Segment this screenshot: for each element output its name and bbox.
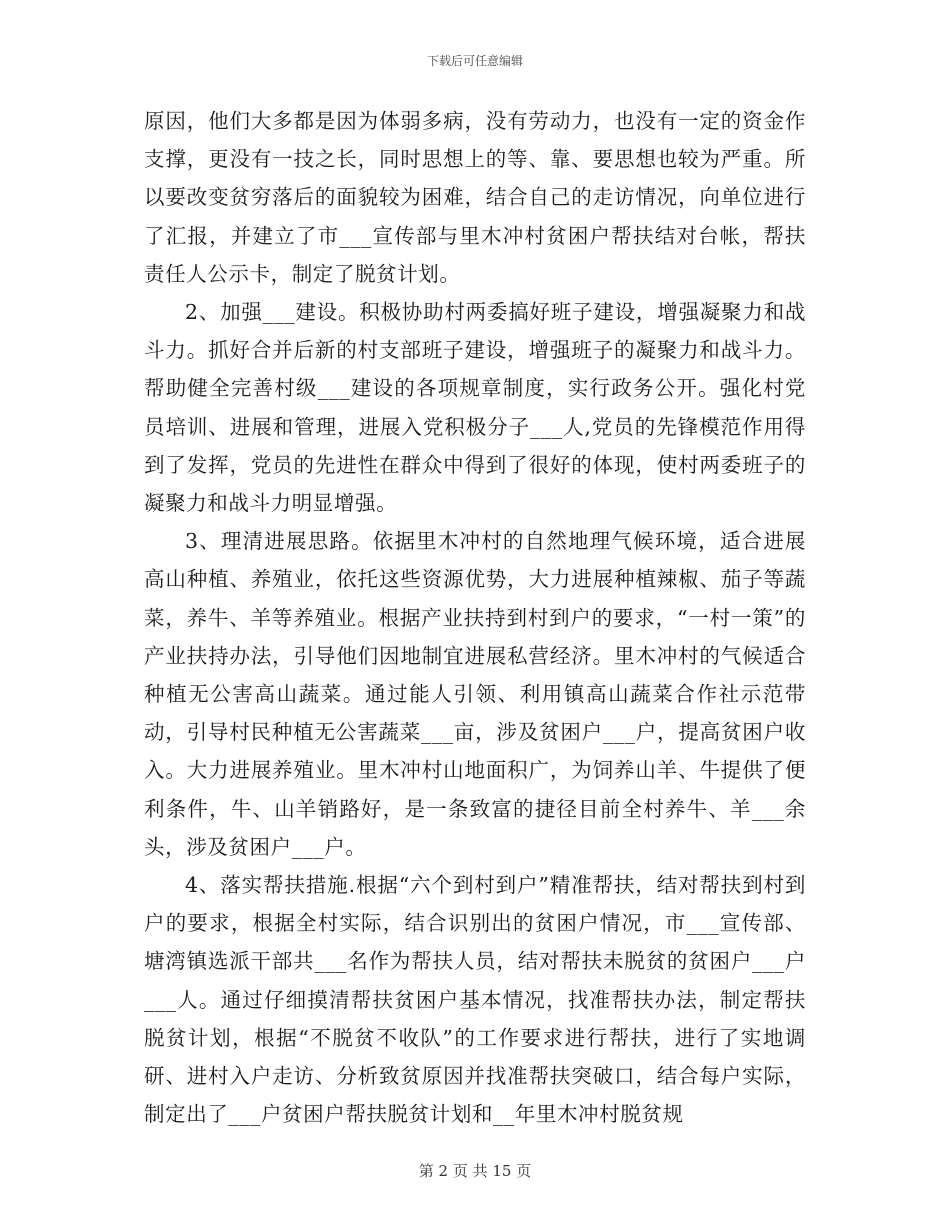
- page-footer: 第 2 页 共 15 页: [418, 1162, 532, 1180]
- page-header: 下载后可任意编辑: [426, 54, 523, 68]
- paragraph-3: 3、理清进展思路。依据里木冲村的自然地理气候环境，适合进展高山种植、养殖业，依托这些资源优势，大力进展种植辣椒、茄子等蔬菜，养牛、羊等养殖业。根据产业扶持到村到户的要求，“一村一策”的产业扶持办法，引导他们因地制宜进展私营经济。里木冲村的气候适合种植无公害高山蔬菜。通过能人引领、利用镇高山蔬菜合作社示范带动，引导村民种植无公害蔬菜___亩，涉及贫困户___户，提高贫困户收入。大力进展养殖业。里木冲村山地面积广，为饲养山羊、牛提供了便利条件，牛、山羊销路好，是一条致富的捷径目前全村养牛、羊___余头，涉及贫困户___户。: [144, 529, 806, 859]
- paragraph-2: 2、加强___建设。积极协助村两委搞好班子建设，增强凝聚力和战斗力。抓好合并后新的村支部班子建设，增强班子的凝聚力和战斗力。帮助健全完善村级___建设的各项规章制度，实行政务公开。强化村党员培训、进展和管理，进展入党积极分子___人,党员的先锋模范作用得到了发挥，党员的先进性在群众中得到了很好的体现，使村两委班子的凝聚力和战斗力明显增强。: [144, 300, 806, 516]
- paragraph-4: 4、落实帮扶措施.根据“六个到村到户”精准帮扶，结对帮扶到村到户的要求，根据全村实际，结合识别出的贫困户情况，市___宣传部、塘湾镇选派干部共___名作为帮扶人员，结对帮扶未脱贫的贫困户___户___人。通过仔细摸清帮扶贫困户基本情况，找准帮扶办法，制定帮扶脱贫计划，根据“不脱贫不收队”的工作要求进行帮扶，进行了实地调研、进村入户走访、分析致贫原因并找准帮扶突破口，结合每户实际，制定出了___户贫困户帮扶脱贫计划和__年里木冲村脱贫规: [144, 873, 806, 1127]
- document-body: [144, 102, 806, 1133]
- paragraph-1: 原因，他们大多都是因为体弱多病，没有劳动力，也没有一定的资金作支撑，更没有一技之长，同时思想上的等、靠、要思想也较为严重。所以要改变贫穷落后的面貌较为困难，结合自己的走访情况，向单位进行了汇报，并建立了市___宣传部与里木冲村贫困户帮扶结对台帐，帮扶责任人公示卡，制定了脱贫计划。: [144, 109, 806, 286]
